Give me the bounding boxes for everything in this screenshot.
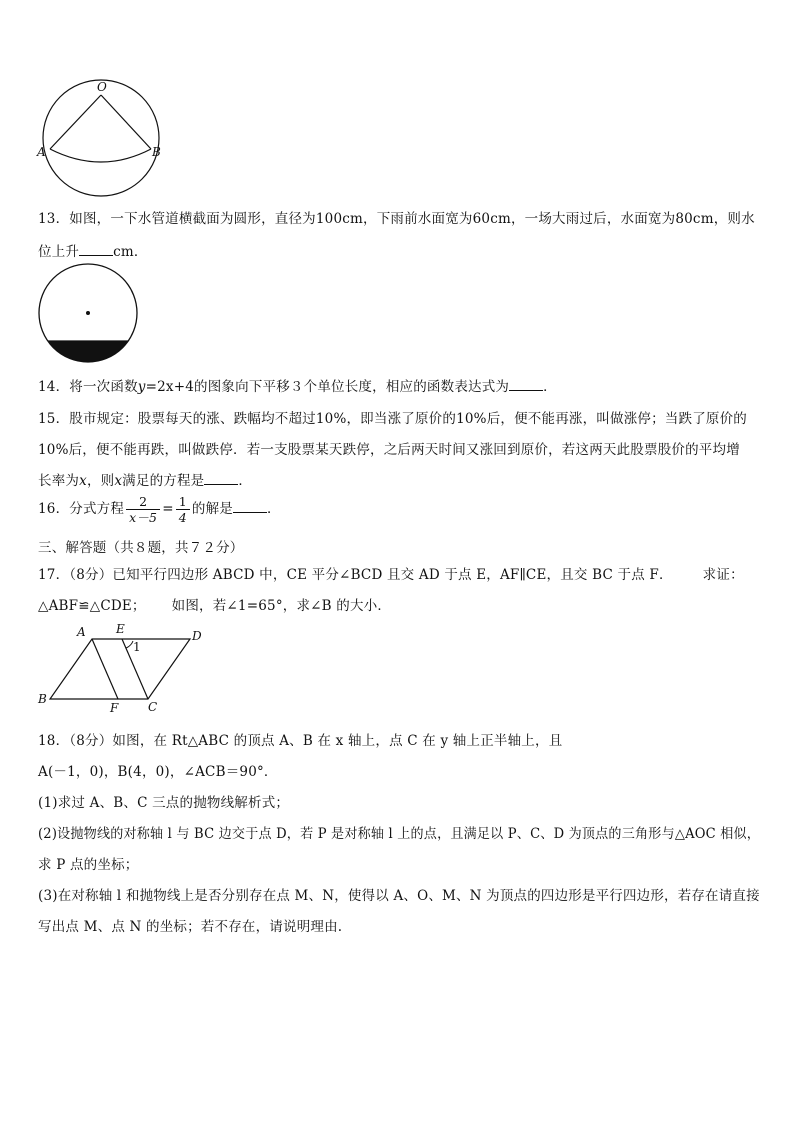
- q13-text-b-pre: 位上升: [38, 244, 80, 260]
- label-c: C: [148, 700, 158, 714]
- label-1: 1: [133, 640, 141, 654]
- label-b: B: [152, 145, 161, 159]
- q14-expr-rest: =2x+4: [145, 379, 195, 395]
- label-o: O: [97, 80, 107, 94]
- q18-number: 18．: [38, 733, 70, 749]
- q16-frac2-numerator: 1: [176, 494, 190, 510]
- label-b: B: [38, 692, 47, 706]
- label-a: A: [37, 145, 46, 159]
- q16-end: ．: [266, 501, 281, 517]
- q18-text-line1: （8分）如图，在 Rt△ABC 的顶点 A、B 在 x 轴上，点 C 在 y 轴上正半轴上，且: [69, 733, 563, 749]
- q13-text-a: 如图，一下水管道横截面为圆形，直径为100cm，下雨前水面宽为60cm，一场大雨过后，水面宽为80cm，则水: [69, 211, 755, 227]
- q14-text-post: 的图象向下平移３个单位长度，相应的函数表达式为: [194, 379, 510, 395]
- q16-frac2-denominator: 4: [178, 510, 187, 525]
- q18-line1: [38, 729, 562, 749]
- q18-part2-line1: (2)设抛物线的对称轴 l 与 BC 边交于点 D，若 P 是对称轴 l 上的点，且满足以 P、C、D 为顶点的三角形与△AOC 相似，: [38, 826, 761, 842]
- q15-text-line2: 10%后，便不能再跌，叫做跌停．若一支股票某天跌停，之后两天时间又涨回到原价，若这两天此股票股价的平均增: [38, 442, 740, 458]
- label-f: F: [110, 701, 119, 715]
- q15-line3-pre: 长率为: [38, 473, 80, 489]
- q15-line3-post: 满足的方程是: [122, 473, 205, 489]
- q14-text-pre: 将一次函数: [69, 379, 138, 395]
- q16-text-pre: 分式方程: [69, 501, 125, 517]
- q16-frac1-numerator: 2: [126, 494, 160, 510]
- q13-text-b-post: cm．: [113, 244, 148, 260]
- q16-frac1-denominator: x－5: [129, 510, 158, 525]
- q15-var-x2: x: [114, 473, 123, 489]
- q18-part2-line2: 求 P 点的坐标；: [38, 857, 139, 873]
- q15-text-line1: 股市规定：股票每天的涨、跌幅均不超过10%，即当涨了原价的10%后，便不能再涨，叫做涨停；当跌了原价的: [69, 411, 747, 427]
- parallelogram-abcd: [50, 639, 190, 699]
- q18-part1: (1)求过 A、B、C 三点的抛物线解析式；: [38, 795, 290, 811]
- q18-line2: A(－1，0)，B(4，0)，∠ACB＝90°．: [38, 764, 278, 780]
- label-e: E: [116, 622, 125, 636]
- q17-text-line2a: △ABF≌△CDE；: [38, 598, 146, 614]
- q16-equals: =: [162, 501, 174, 517]
- section3-title: 三、解答题（共８题，共７２分）: [38, 540, 244, 556]
- q17-text-line2b: 如图，若∠1=65°，求∠B 的大小．: [171, 598, 392, 614]
- q15-number: 15．: [38, 411, 70, 427]
- q16-number: 16．: [38, 501, 70, 517]
- label-a: A: [77, 625, 86, 639]
- q14-end: ．: [543, 379, 557, 395]
- q18-part3-line1: (3)在对称轴 l 和抛物线上是否分别存在点 M、N，使得以 A、O、M、N 为顶点的四边形是平行四边形，若存在请直接: [38, 888, 760, 904]
- q13-number: 13．: [38, 211, 70, 227]
- q16-text-post: 的解是: [191, 501, 233, 517]
- angle-1-arc: [126, 641, 133, 648]
- q15-var-x1: x: [79, 473, 87, 489]
- label-d: D: [192, 629, 202, 643]
- q14-expr-y: y: [137, 379, 146, 395]
- q15-end: ．: [238, 473, 253, 489]
- q17-prove: 求证：: [702, 567, 744, 583]
- q15-line3-mid: ，则: [86, 473, 115, 489]
- segment-af: [92, 639, 118, 699]
- q14-number: 14．: [38, 379, 70, 395]
- q17-number: 17．: [38, 567, 70, 583]
- q18-part3-line2: 写出点 M、点 N 的坐标；若不存在，请说明理由.: [38, 919, 343, 935]
- q17-text-line1: （8分）已知平行四边形 ABCD 中，CE 平分∠BCD 且交 AD 于点 E，AF∥CE，且交 BC 于点 F．: [69, 567, 673, 583]
